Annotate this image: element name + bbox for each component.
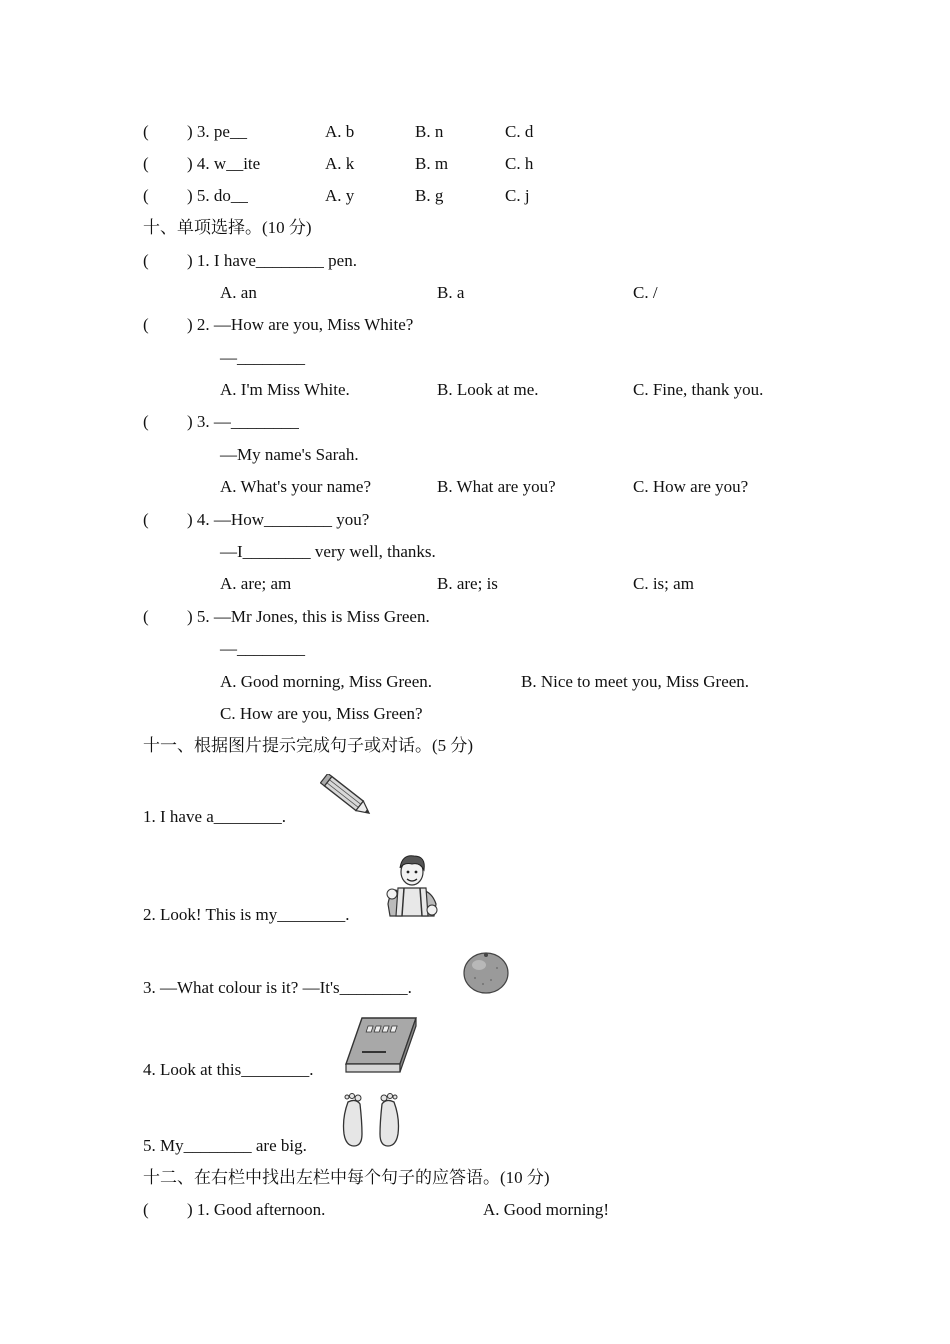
- picture-sentence: 2. Look! This is my________.: [143, 905, 350, 924]
- option-b: B. n: [415, 122, 444, 141]
- option-c: C. How are you?: [633, 477, 749, 496]
- option-c: C. /: [633, 283, 658, 302]
- answer-paren: (: [143, 251, 149, 270]
- pencil-icon: [320, 774, 376, 822]
- question-stem: ) 1. I have________ pen.: [187, 251, 357, 270]
- question-stem: ) 3. —________: [187, 412, 299, 431]
- matching-answer: A. Good morning!: [483, 1200, 610, 1219]
- option-a: A. an: [220, 283, 257, 302]
- section-heading: 十一、根据图片提示完成句子或对话。(5 分): [143, 736, 474, 755]
- option-c: C. j: [505, 186, 530, 205]
- answer-paren: (: [143, 510, 149, 529]
- boy-with-backpack-icon: [382, 848, 442, 918]
- option-a: A. k: [325, 154, 355, 173]
- dialogue-reply: —My name's Sarah.: [220, 445, 359, 464]
- option-b: B. m: [415, 154, 449, 173]
- question-stem: ) 3. pe__: [187, 122, 247, 141]
- option-b: B. Nice to meet you, Miss Green.: [521, 672, 750, 691]
- option-c: C. How are you, Miss Green?: [220, 704, 423, 723]
- option-c: C. is; am: [633, 574, 694, 593]
- section-heading: 十、单项选择。(10 分): [143, 218, 312, 237]
- option-b: B. a: [437, 283, 465, 302]
- section-heading: 十二、在右栏中找出左栏中每个句子的应答语。(10 分): [143, 1168, 550, 1187]
- option-a: A. Good morning, Miss Green.: [220, 672, 433, 691]
- dialogue-reply: —________: [220, 639, 305, 658]
- question-stem: ) 4. w__ite: [187, 154, 261, 173]
- answer-paren: (: [143, 122, 149, 141]
- dialogue-reply: —________: [220, 348, 305, 367]
- option-c: C. d: [505, 122, 534, 141]
- answer-paren: (: [143, 607, 149, 626]
- question-stem: ) 5. —Mr Jones, this is Miss Green.: [187, 607, 430, 626]
- option-b: B. are; is: [437, 574, 498, 593]
- answer-paren: (: [143, 1200, 149, 1219]
- answer-paren: (: [143, 412, 149, 431]
- orange-icon: [461, 950, 511, 996]
- dialogue-reply: —I________ very well, thanks.: [220, 542, 436, 561]
- question-stem: ) 2. —How are you, Miss White?: [187, 315, 414, 334]
- option-b: B. Look at me.: [437, 380, 539, 399]
- option-b: B. g: [415, 186, 444, 205]
- option-a: A. are; am: [220, 574, 292, 593]
- option-a: A. y: [325, 186, 355, 205]
- feet-icon: [336, 1090, 406, 1148]
- option-c: C. Fine, thank you.: [633, 380, 764, 399]
- picture-sentence: 5. My________ are big.: [143, 1136, 307, 1155]
- option-b: B. What are you?: [437, 477, 556, 496]
- picture-sentence: 4. Look at this________.: [143, 1060, 314, 1079]
- question-stem: ) 5. do__: [187, 186, 248, 205]
- picture-sentence: 3. —What colour is it? —It's________.: [143, 978, 412, 997]
- question-stem: ) 4. —How________ you?: [187, 510, 370, 529]
- answer-paren: (: [143, 315, 149, 334]
- answer-paren: (: [143, 186, 149, 205]
- question-stem: ) 1. Good afternoon.: [187, 1200, 326, 1219]
- book-icon: [342, 1014, 420, 1076]
- picture-sentence: 1. I have a________.: [143, 807, 287, 826]
- answer-paren: (: [143, 154, 149, 173]
- option-a: A. What's your name?: [220, 477, 371, 496]
- option-c: C. h: [505, 154, 534, 173]
- option-a: A. I'm Miss White.: [220, 380, 350, 399]
- option-a: A. b: [325, 122, 355, 141]
